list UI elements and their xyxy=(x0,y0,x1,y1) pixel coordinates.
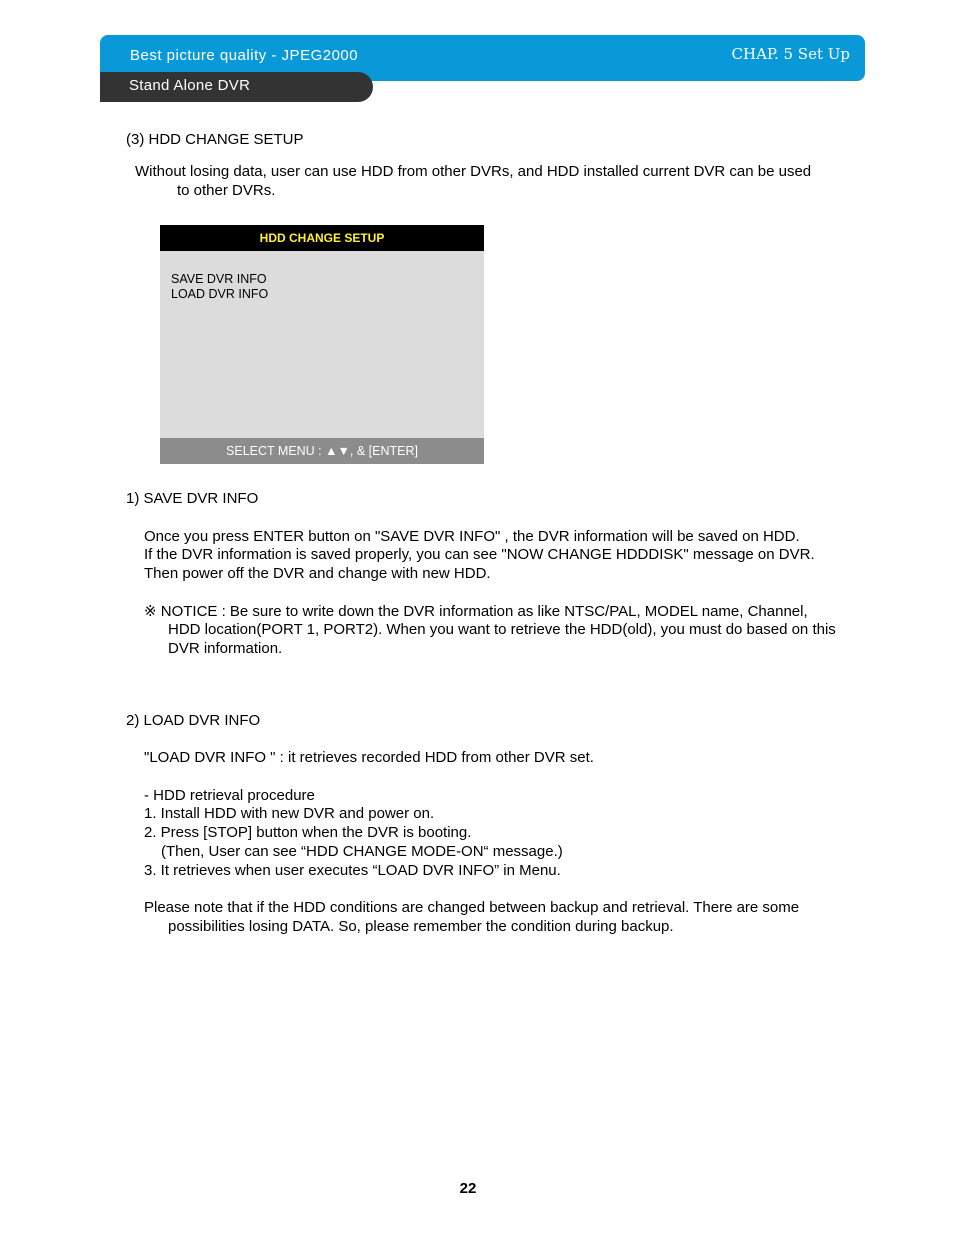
menu-title: HDD CHANGE SETUP xyxy=(160,225,484,251)
intro-line-1: Without losing data, user can use HDD from other DVRs, and HDD installed current DVR can be used xyxy=(135,163,812,180)
note-line-1: Please note that if the HDD conditions are changed between backup and retrieval. There are some xyxy=(144,899,800,916)
procedure-step-2-note: (Then, User can see “HDD CHANGE MODE-ON“ message.) xyxy=(161,843,563,860)
save-line-1: Once you press ENTER button on "SAVE DVR INFO" , the DVR information will be saved on HDD. xyxy=(144,528,800,545)
procedure-title: - HDD retrieval procedure xyxy=(144,787,315,804)
page-number: 22 xyxy=(459,1180,477,1197)
menu-item-save-dvr-info[interactable]: SAVE DVR INFO xyxy=(171,272,267,286)
procedure-step-2: 2. Press [STOP] button when the DVR is booting. xyxy=(144,824,472,841)
menu-item-load-dvr-info[interactable]: LOAD DVR INFO xyxy=(171,287,269,301)
load-heading: 2) LOAD DVR INFO xyxy=(126,712,261,729)
intro-line-2: to other DVRs. xyxy=(177,182,276,199)
notice-line-1: ※ NOTICE : Be sure to write down the DVR information as like NTSC/PAL, MODEL name, Channel, xyxy=(144,603,808,620)
notice-line-3: DVR information. xyxy=(168,640,283,657)
header-tagline: Best picture quality - JPEG2000 xyxy=(130,47,359,64)
procedure-step-1: 1. Install HDD with new DVR and power on. xyxy=(144,805,435,822)
menu-items xyxy=(171,272,268,302)
chapter-label: CHAP. 5 Set Up xyxy=(731,45,850,63)
menu-footer: SELECT MENU : ▲▼, & [ENTER] xyxy=(160,438,484,464)
save-heading: 1) SAVE DVR INFO xyxy=(126,490,259,507)
save-line-3: Then power off the DVR and change with new HDD. xyxy=(144,565,491,582)
hdd-change-setup-menu xyxy=(160,225,484,464)
procedure-step-3: 3. It retrieves when user executes “LOAD DVR INFO” in Menu. xyxy=(144,862,561,879)
load-desc: "LOAD DVR INFO " : it retrieves recorded HDD from other DVR set. xyxy=(144,749,594,766)
notice-line-2: HDD location(PORT 1, PORT2). When you want to retrieve the HDD(old), you must do based on this xyxy=(168,621,836,638)
note-line-2: possibilities losing DATA. So, please remember the condition during backup. xyxy=(168,918,674,935)
save-line-2: If the DVR information is saved properly, you can see "NOW CHANGE HDDDISK" message on DVR. xyxy=(144,546,815,563)
section-title: (3) HDD CHANGE SETUP xyxy=(126,131,304,148)
product-name: Stand Alone DVR xyxy=(129,77,251,94)
